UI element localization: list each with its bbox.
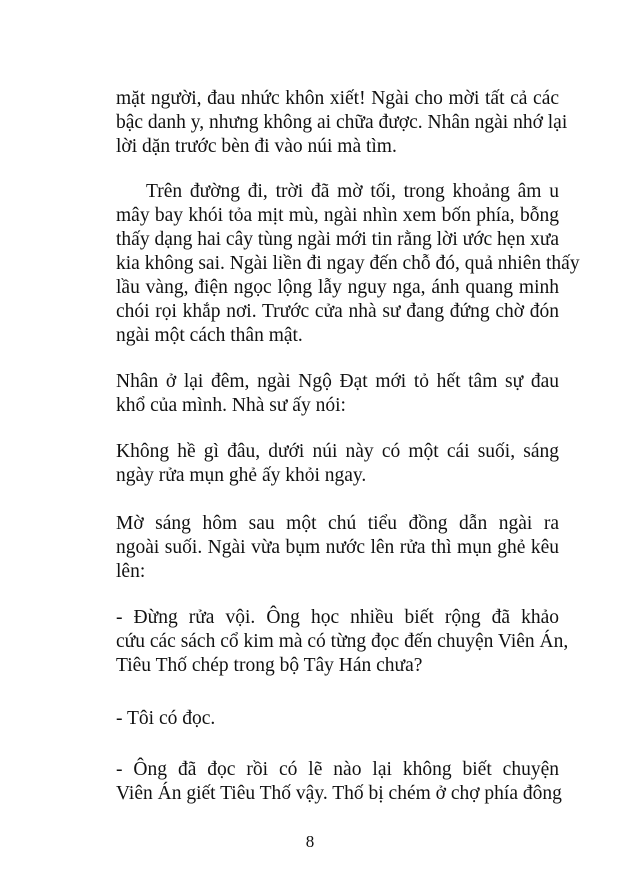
text-line: - Tôi có đọc. <box>116 708 216 729</box>
text-line: Viên Án giết Tiêu Thố vậy. Thố bị chém ở chợ phía đông <box>116 783 562 804</box>
paragraph <box>116 758 562 806</box>
text-line: ngài một cách thân mật. <box>116 325 303 346</box>
text-line: chói rọi khắp nơi. Trước cửa nhà sư đang đứng chờ đón <box>116 301 559 322</box>
text-line: lên: <box>116 561 146 582</box>
text-line: Nhân ở lại đêm, ngài Ngộ Đạt mới tỏ hết tâm sự đau <box>116 371 559 392</box>
text-line: - Đừng rửa vội. Ông học nhiều biết rộng đã khảo <box>116 607 559 628</box>
paragraph <box>116 512 559 584</box>
paragraph <box>116 87 568 159</box>
text-line: khổ của mình. Nhà sư ấy nói: <box>116 395 346 416</box>
text-line: mây bay khói tỏa mịt mù, ngài nhìn xem bốn phía, bỗng <box>116 205 559 226</box>
text-line: ngoài suối. Ngài vừa bụm nước lên rửa thì mụn ghẻ kêu <box>116 537 559 558</box>
text-line: Tiêu Thố chép trong bộ Tây Hán chưa? <box>116 655 423 676</box>
text-line: mặt người, đau nhức khôn xiết! Ngài cho mời tất cả các <box>116 88 559 109</box>
text-line: lầu vàng, điện ngọc lộng lẫy nguy nga, ánh quang minh <box>116 277 559 298</box>
text-line: Không hề gì đâu, dưới núi này có một cái suối, sáng <box>116 441 559 462</box>
paragraph <box>116 440 559 488</box>
paragraph <box>116 707 559 731</box>
paragraph <box>116 606 569 678</box>
text-line: lời dặn trước bèn đi vào núi mà tìm. <box>116 136 397 157</box>
text-line: Trên đường đi, trời đã mờ tối, trong khoảng âm u <box>146 181 559 202</box>
text-line: thấy dạng hai cây tùng ngài mới tin rằng lời ước hẹn xưa <box>116 229 560 250</box>
paragraph <box>116 180 580 348</box>
page-number: 8 <box>305 832 315 851</box>
paragraph <box>116 370 559 418</box>
text-line: Mờ sáng hôm sau một chú tiểu đồng dẫn ngài ra <box>116 513 559 534</box>
text-line: cứu các sách cổ kim mà có từng đọc đến chuyện Viên Án, <box>116 631 569 652</box>
text-line: bậc danh y, nhưng không ai chữa được. Nhân ngài nhớ lại <box>116 112 568 133</box>
text-line: ngày rửa mụn ghẻ ấy khỏi ngay. <box>116 465 367 486</box>
text-line: kia không sai. Ngài liền đi ngay đến chỗ đó, quả nhiên thấy <box>116 253 580 274</box>
text-line: - Ông đã đọc rồi có lẽ nào lại không biết chuyện <box>116 759 559 780</box>
